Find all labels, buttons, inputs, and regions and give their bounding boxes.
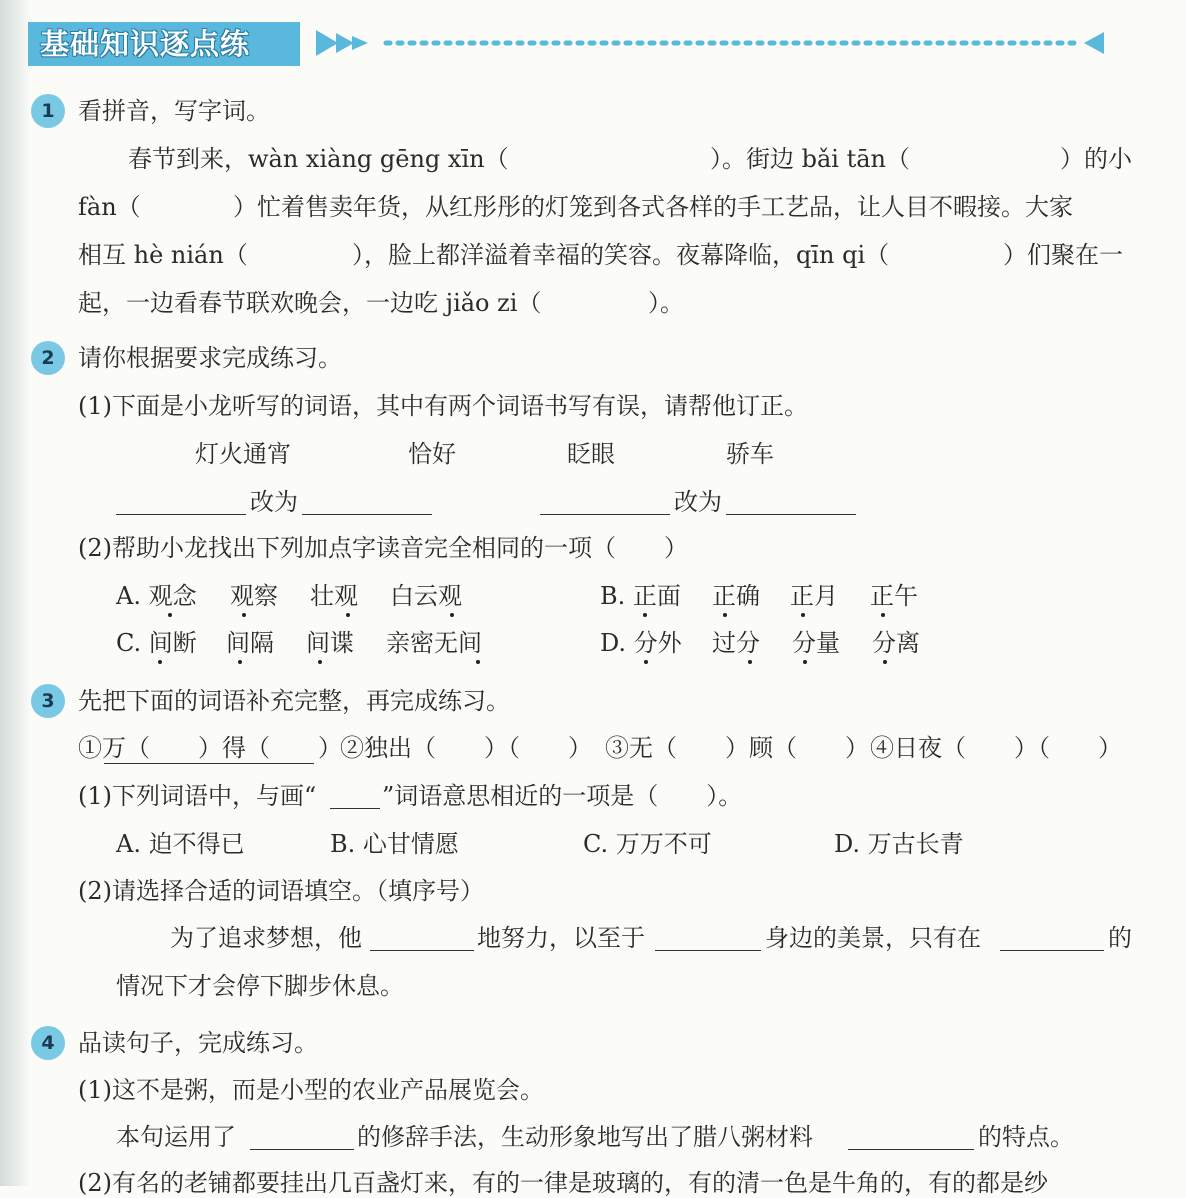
emphasis-dot [346,613,350,617]
q1-line4-part1: 起，一边看春节联欢晚会，一边吃 jiǎo zi（ [78,289,542,317]
emphasis-dot [801,613,805,617]
q1-line3-part1: 相互 hè nián（ [78,241,248,269]
option-d: D. 分外 [600,629,682,657]
emphasis-dot [643,613,647,617]
q1-line4-part2: ）。 [648,289,684,317]
section-title: 基础知识逐点练 [40,27,251,61]
q4-part1-prompt-b: 的修辞手法，生动形象地写出了腊八粥材料 [357,1123,813,1151]
answer-blank[interactable] [330,808,380,809]
option-b-word: 正午 [870,582,918,610]
question-number-badge: 2 [31,341,65,375]
q4-part2-sentence: (2)有名的老铺都要挂出几百盏灯来，有的一律是玻璃的，有的清一色是牛角的，有的都是纱 [78,1169,1048,1197]
change-to-label: 改为 [250,488,298,516]
emphasis-dot [803,660,807,664]
q1-line1-part1: 春节到来，wàn xiàng gēng xīn（ [128,145,509,173]
answer-blank[interactable] [302,514,432,515]
arrow-icon [336,33,354,53]
emphasis-dot [723,613,727,617]
q3-part1-prompt-b: ”词语意思相近的一项是（ ）。 [382,782,743,810]
option-c-word: 亲密无间 [386,629,482,657]
q4-part1-sentence: (1)这不是粥，而是小型的农业产品展览会。 [78,1076,544,1104]
question-number-badge: 4 [31,1026,65,1060]
option-a: A. 观念 [116,582,197,610]
q2-part1-prompt: (1)下面是小龙听写的词语，其中有两个词语书写有误，请帮他订正。 [78,392,808,420]
q3-option-b: B. 心甘情愿 [330,830,459,858]
answer-blank[interactable] [250,1149,354,1150]
option-d-word: 分离 [872,629,920,657]
q3-part2-prompt: (2)请选择合适的词语填空。（填序号） [78,877,484,905]
arrow-icon [316,30,338,56]
emphasis-dot [748,660,752,664]
page-fold-shadow [0,0,30,1186]
q3-sentence-part3: 身边的美景，只有在 [765,924,981,952]
fill-idiom-3: ③无（ ）顾（ ） [605,734,869,762]
emphasis-dot [881,613,885,617]
question-title: 请你根据要求完成练习。 [78,344,342,372]
q1-line1-part2: ）。街边 bǎi tān（ [710,145,911,173]
q3-sentence-part4: 的 [1108,924,1132,952]
emphasis-dot [883,660,887,664]
emphasis-dot [644,660,648,664]
option-d-word: 分量 [792,629,840,657]
q1-line2-part1: fàn（ [78,193,141,221]
option-d-word: 过分 [712,629,760,657]
q1-line3-part3: ）们聚在一 [1003,241,1123,269]
q3-option-a: A. 迫不得已 [116,830,245,858]
q1-line3-part2: ），脸上都洋溢着幸福的笑容。夜幕降临，qīn qi（ [352,241,890,269]
question-title: 看拼音，写字词。 [78,97,270,125]
emphasis-dot [168,613,172,617]
option-b-word: 正月 [790,582,838,610]
change-to-label: 改为 [674,488,722,516]
option-c: C. 间断 [116,629,197,657]
emphasis-dot [158,660,162,664]
q3-option-c: C. 万万不可 [583,830,712,858]
arrow-icon [1084,32,1104,54]
emphasis-dot [476,660,480,664]
dictation-word: 灯火通宵 [195,440,291,468]
question-title: 品读句子，完成练习。 [78,1029,318,1057]
answer-blank[interactable] [655,950,761,951]
dictation-word: 恰好 [408,440,456,468]
fill-idiom-4: ④日夜（ ）（ ） [870,734,1122,762]
fill-idiom-2: ②独出（ ）（ ） [340,734,592,762]
arrow-icon [352,36,368,50]
answer-blank[interactable] [726,514,856,515]
question-number-badge: 1 [31,94,65,128]
fill-idiom-1: ①万（ ）得（ ） [78,734,342,762]
q1-line2-part2: ）忙着售卖年货，从红彤彤的灯笼到各式各样的手工艺品，让人目不暇接。大家 [233,193,1073,221]
idiom-underline [104,763,314,764]
answer-blank[interactable] [540,514,670,515]
q2-part2-prompt: (2)帮助小龙找出下列加点字读音完全相同的一项（ ） [78,534,688,562]
emphasis-dot [238,660,242,664]
answer-blank[interactable] [1000,950,1104,951]
option-c-word: 间隔 [226,629,274,657]
dictation-word: 骄车 [726,440,774,468]
answer-blank[interactable] [116,514,246,515]
q4-part1-prompt-c: 的特点。 [978,1123,1074,1151]
option-a-word: 壮观 [310,582,358,610]
q3-sentence-part2: 地努力，以至于 [477,924,645,952]
option-b-word: 正确 [712,582,760,610]
emphasis-dot [242,613,246,617]
dictation-word: 眨眼 [567,440,615,468]
q1-line1-part3: ）的小 [1060,145,1132,173]
q3-sentence-part1: 为了追求梦想，他 [170,924,362,952]
option-c-word: 间谍 [306,629,354,657]
q3-part1-prompt-a: (1)下列词语中，与画“ [78,782,317,810]
q3-option-d: D. 万古长青 [834,830,964,858]
header-dotted-arrow [312,28,1112,58]
answer-blank[interactable] [370,950,474,951]
question-number-badge: 3 [31,684,65,718]
option-a-word: 观察 [230,582,278,610]
emphasis-dot [318,660,322,664]
emphasis-dot [450,613,454,617]
q3-sentence-line2: 情况下才会停下脚步休息。 [116,972,404,1000]
question-title: 先把下面的词语补充完整，再完成练习。 [78,687,510,715]
option-b: B. 正面 [600,582,681,610]
q4-part1-prompt-a: 本句运用了 [116,1123,236,1151]
option-a-word: 白云观 [390,582,462,610]
answer-blank[interactable] [848,1149,974,1150]
